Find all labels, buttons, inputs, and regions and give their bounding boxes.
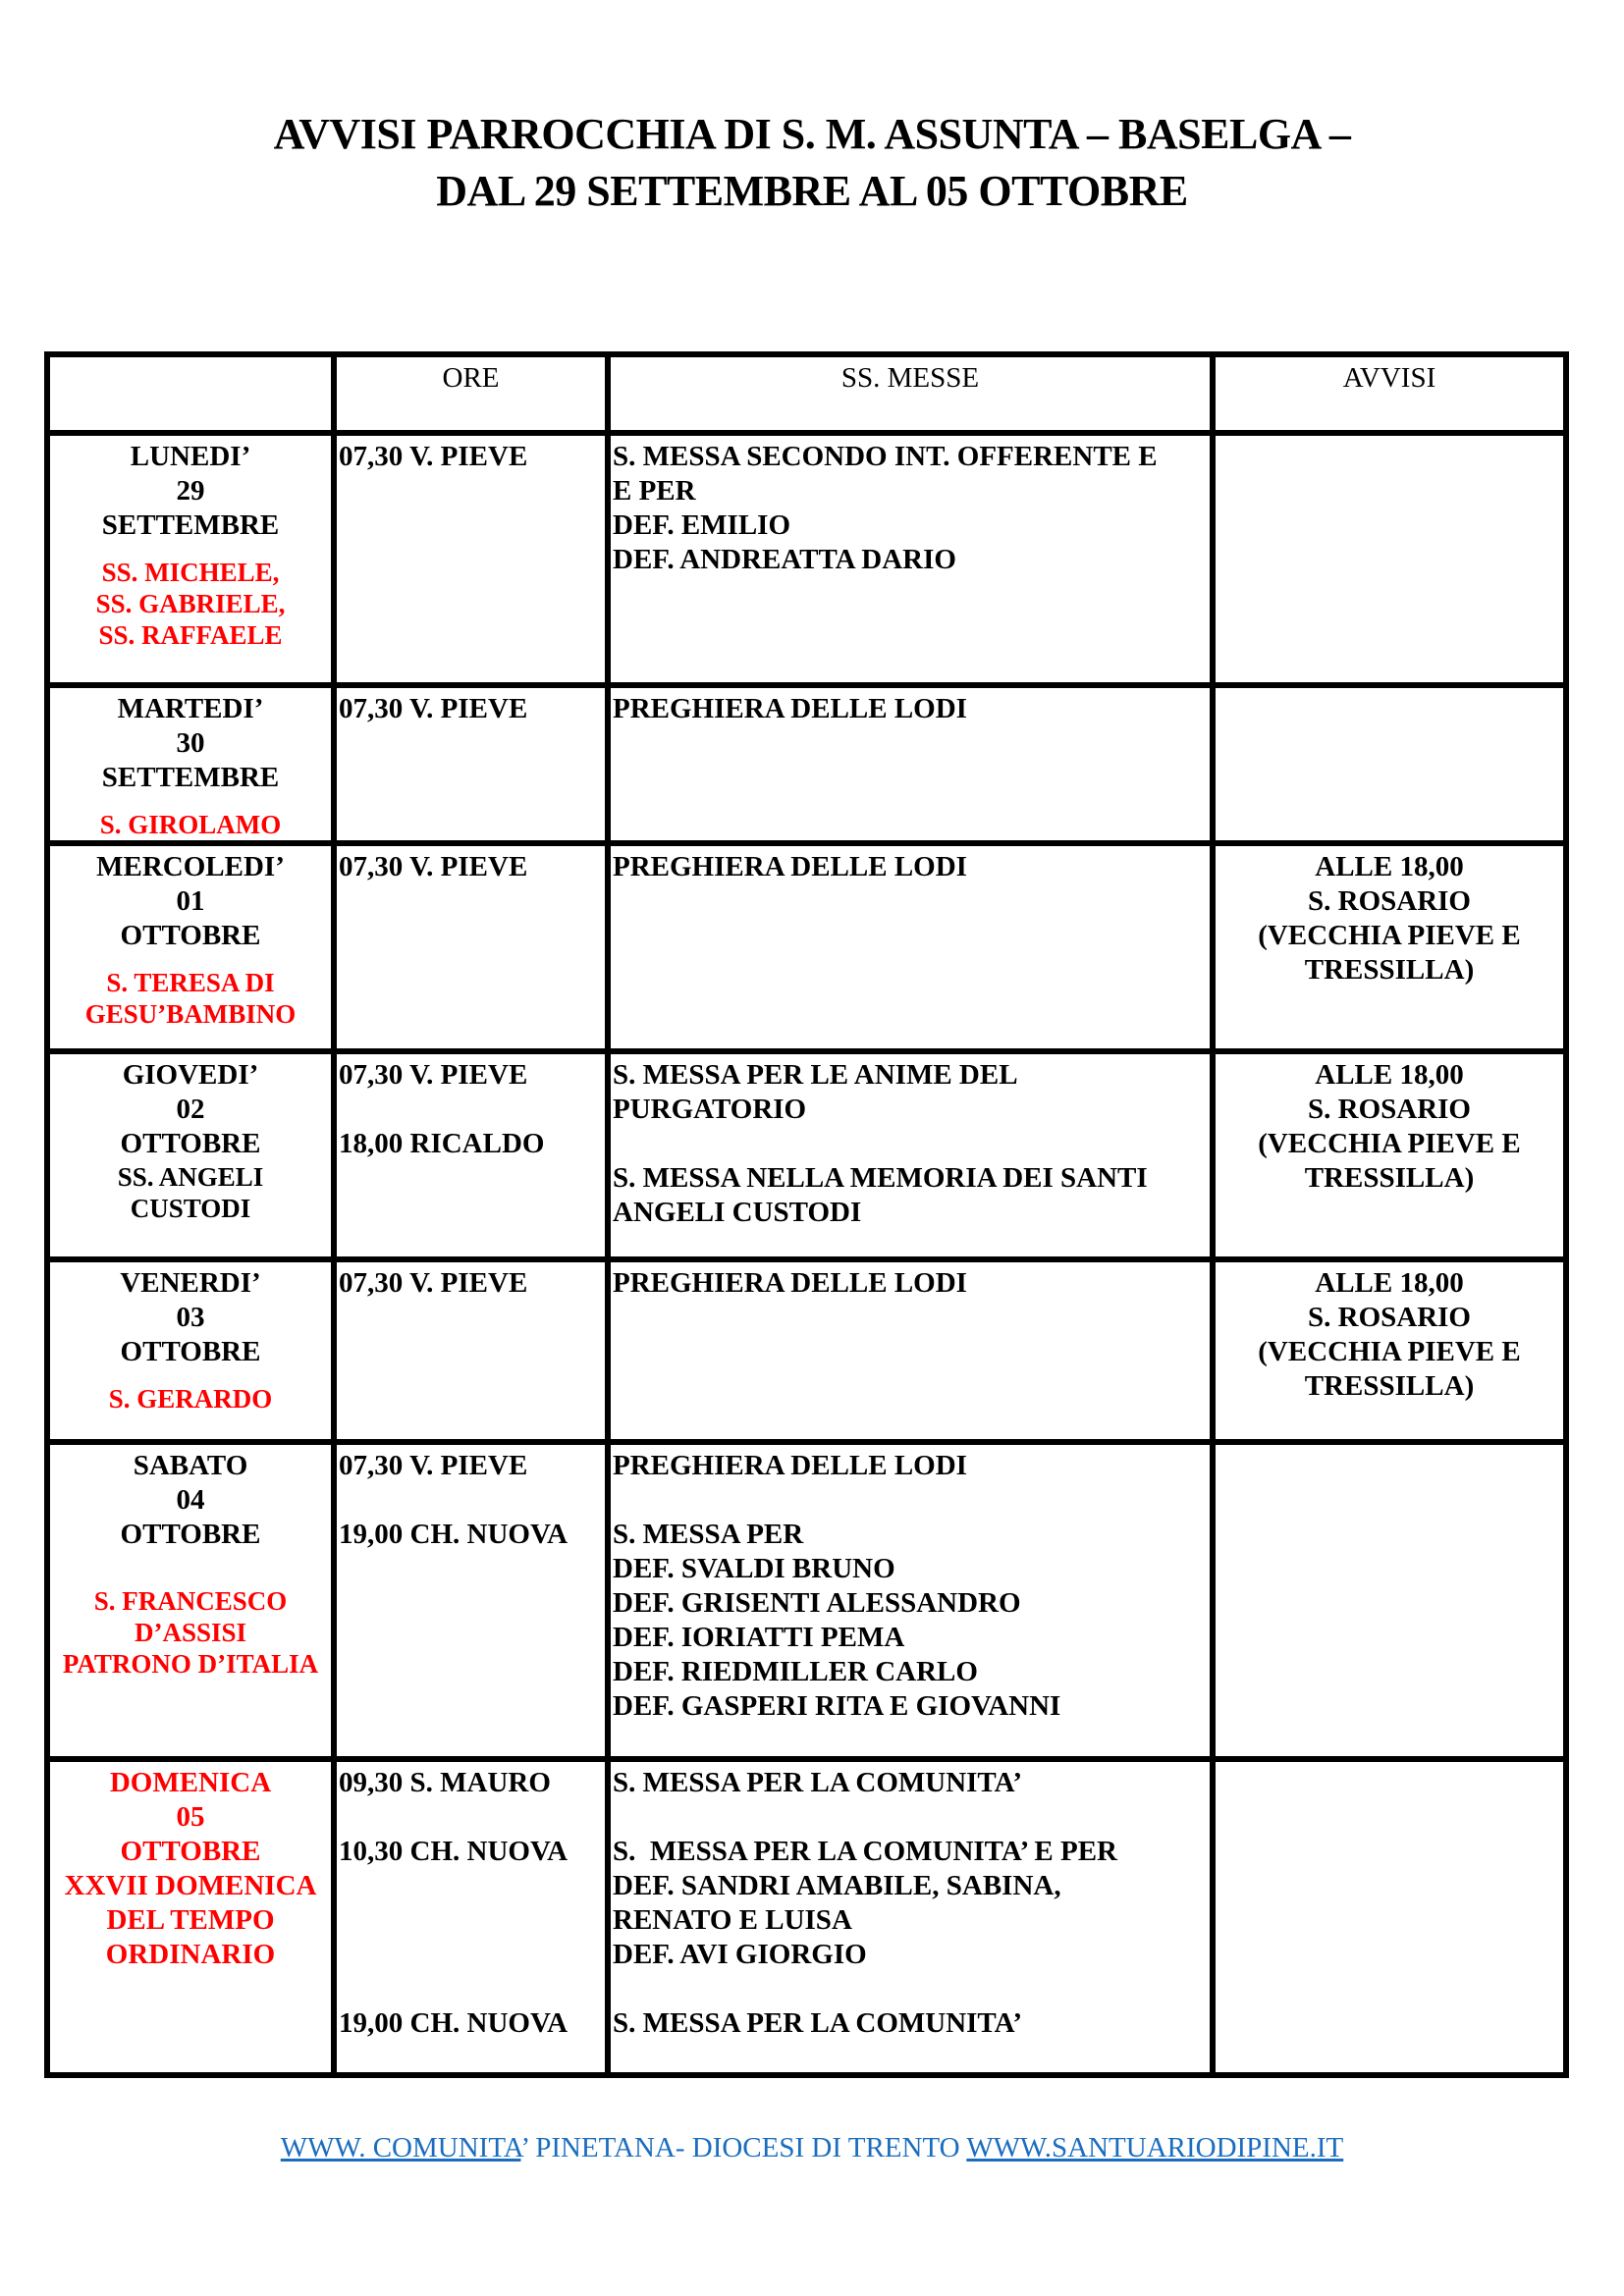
spacer — [50, 1566, 331, 1585]
spacer — [339, 1972, 605, 2006]
header-ore: ORE — [334, 354, 608, 433]
messe-cell — [608, 685, 1213, 843]
footer-text: ’ PINETANA- DIOCESI DI TRENTO — [520, 2132, 967, 2163]
table-row — [47, 843, 1566, 1051]
mass-time: 07,30 V. PIEVE — [339, 851, 528, 882]
spacer — [339, 1869, 605, 1903]
day-date: 05 — [176, 1801, 205, 1833]
ore-cell — [334, 685, 608, 843]
day-name: SABATO — [133, 1450, 248, 1481]
avvisi-cell — [1213, 685, 1566, 843]
day-date: 29 — [176, 475, 205, 507]
title-line-2: DAL 29 SETTEMBRE AL 05 OTTOBRE — [436, 167, 1188, 215]
avvisi-cell — [1213, 843, 1566, 1051]
messe-cell — [608, 1259, 1213, 1442]
mass-time: 07,30 V. PIEVE — [339, 1059, 528, 1091]
messe-cell — [608, 1442, 1213, 1759]
mass-intention: PREGHIERA DELLE LODI — [613, 693, 967, 724]
spacer — [339, 1903, 605, 1938]
avvisi-cell — [1213, 1442, 1566, 1759]
avvisi-cell — [1213, 433, 1566, 685]
spacer — [339, 1800, 605, 1835]
mass-intention: DEF. ANDREATTA DARIO — [613, 544, 956, 575]
spacer — [50, 953, 331, 967]
title-line-1: AVVISI PARROCCHIA DI S. M. ASSUNTA – BASELGA – — [273, 110, 1351, 158]
notice-line: S. ROSARIO — [1308, 885, 1471, 917]
table-header-row — [47, 354, 1566, 433]
mass-intention: DEF. AVI GIORGIO — [613, 1939, 867, 1970]
day-date: 02 — [176, 1094, 205, 1125]
mass-time: 19,00 CH. NUOVA — [339, 2007, 568, 2039]
notice-line: (VECCHIA PIEVE E — [1258, 1336, 1521, 1367]
day-month: SETTEMBRE — [101, 762, 280, 793]
mass-time: 09,30 S. MAURO — [339, 1767, 551, 1798]
ore-cell — [334, 433, 608, 685]
saint-of-day: S. TERESA DI — [106, 968, 275, 997]
day-date: 01 — [176, 885, 205, 917]
mass-intention: S. MESSA NELLA MEMORIA DEI SANTI — [613, 1162, 1148, 1194]
saint-of-day: SS. ANGELI — [117, 1162, 264, 1192]
saint-of-day: GESU’BAMBINO — [84, 999, 297, 1029]
messe-cell — [608, 1759, 1213, 2075]
day-month: SETTEMBRE — [101, 509, 280, 541]
day-cell — [47, 1051, 334, 1259]
saint-of-day: S. GIROLAMO — [99, 810, 282, 839]
notice-line: TRESSILLA) — [1304, 954, 1475, 986]
notice-line: (VECCHIA PIEVE E — [1258, 1128, 1521, 1159]
mass-intention: PREGHIERA DELLE LODI — [613, 1450, 967, 1481]
mass-time: 10,30 CH. NUOVA — [339, 1836, 568, 1867]
footer-link-comunita[interactable]: WWW. COMUNITA — [280, 2132, 521, 2163]
spacer — [613, 1800, 1210, 1835]
mass-intention: ANGELI CUSTODI — [613, 1197, 862, 1228]
spacer — [339, 1483, 605, 1518]
saint-of-day: SS. RAFFAELE — [98, 620, 283, 650]
mass-intention: S. MESSA PER LA COMUNITA’ E PER — [613, 1836, 1117, 1867]
table-row — [47, 1259, 1566, 1442]
header-ss-messe: SS. MESSE — [608, 354, 1213, 433]
saint-of-day: CUSTODI — [130, 1194, 251, 1223]
saint-of-day: S. FRANCESCO — [93, 1586, 288, 1616]
mass-intention: S. MESSA PER — [613, 1519, 804, 1550]
day-month: OTTOBRE — [120, 1836, 261, 1867]
notice-line: ALLE 18,00 — [1315, 851, 1464, 882]
messe-cell — [608, 1051, 1213, 1259]
ore-cell — [334, 1759, 608, 2075]
notice-line: TRESSILLA) — [1304, 1370, 1475, 1402]
avvisi-cell — [1213, 1259, 1566, 1442]
day-name: MARTEDI’ — [117, 693, 264, 724]
mass-time: 07,30 V. PIEVE — [339, 693, 528, 724]
day-cell — [47, 1259, 334, 1442]
mass-time: 18,00 RICALDO — [339, 1128, 545, 1159]
day-date: 04 — [176, 1484, 205, 1516]
notice-line: ALLE 18,00 — [1315, 1059, 1464, 1091]
ore-cell — [334, 843, 608, 1051]
mass-intention: E PER — [613, 475, 696, 507]
day-name: LUNEDI’ — [130, 441, 251, 472]
spacer — [50, 1369, 331, 1383]
mass-intention: DEF. IORIATTI PEMA — [613, 1622, 905, 1653]
saint-of-day: ORDINARIO — [105, 1939, 276, 1970]
day-name: GIOVEDI’ — [122, 1059, 259, 1091]
mass-time: 07,30 V. PIEVE — [339, 441, 528, 472]
mass-intention: PREGHIERA DELLE LODI — [613, 851, 967, 882]
notice-line: S. ROSARIO — [1308, 1302, 1471, 1333]
footer — [0, 2132, 1624, 2164]
day-cell — [47, 1759, 334, 2075]
mass-intention: S. MESSA PER LA COMUNITA’ — [613, 2007, 1023, 2039]
spacer — [50, 795, 331, 809]
notice-line: ALLE 18,00 — [1315, 1267, 1464, 1299]
mass-intention: DEF. GASPERI RITA E GIOVANNI — [613, 1690, 1061, 1722]
table-row — [47, 1759, 1566, 2075]
spacer — [613, 1972, 1210, 2006]
day-month: OTTOBRE — [120, 1336, 261, 1367]
messe-cell — [608, 843, 1213, 1051]
ore-cell — [334, 1051, 608, 1259]
day-date: 30 — [176, 727, 205, 759]
day-name: VENERDI’ — [120, 1267, 261, 1299]
day-cell — [47, 843, 334, 1051]
mass-time: 19,00 CH. NUOVA — [339, 1519, 568, 1550]
mass-time: 07,30 V. PIEVE — [339, 1267, 528, 1299]
saint-of-day: SS. GABRIELE, — [95, 589, 286, 618]
mass-intention: DEF. SVALDI BRUNO — [613, 1553, 895, 1584]
saint-of-day: S. GERARDO — [108, 1384, 273, 1414]
mass-intention: S. MESSA PER LE ANIME DEL — [613, 1059, 1018, 1091]
avvisi-cell — [1213, 1051, 1566, 1259]
header-avvisi: AVVISI — [1213, 354, 1566, 433]
day-name: MERCOLEDI’ — [96, 851, 285, 882]
saint-of-day: DEL TEMPO — [106, 1904, 275, 1936]
day-cell — [47, 1442, 334, 1759]
avvisi-cell — [1213, 1759, 1566, 2075]
table-row — [47, 685, 1566, 843]
notice-line: (VECCHIA PIEVE E — [1258, 920, 1521, 951]
day-month: OTTOBRE — [120, 1519, 261, 1550]
saint-of-day: D’ASSISI — [134, 1618, 247, 1647]
spacer — [613, 1127, 1210, 1161]
day-cell — [47, 433, 334, 685]
page-title — [0, 106, 1624, 220]
messe-cell — [608, 433, 1213, 685]
ore-cell — [334, 1259, 608, 1442]
ore-cell — [334, 1442, 608, 1759]
header-day — [47, 354, 334, 433]
mass-intention: RENATO E LUISA — [613, 1904, 852, 1936]
saint-of-day: SS. MICHELE, — [101, 558, 280, 587]
day-month: OTTOBRE — [120, 920, 261, 951]
schedule-table — [44, 351, 1569, 2078]
mass-intention: PURGATORIO — [613, 1094, 807, 1125]
mass-intention: DEF. EMILIO — [613, 509, 791, 541]
day-cell — [47, 685, 334, 843]
spacer — [339, 1938, 605, 1972]
notice-line: TRESSILLA) — [1304, 1162, 1475, 1194]
mass-intention: DEF. SANDRI AMABILE, SABINA, — [613, 1870, 1061, 1901]
mass-intention: S. MESSA PER LA COMUNITA’ — [613, 1767, 1023, 1798]
saint-of-day: XXVII DOMENICA — [64, 1870, 317, 1901]
day-month: OTTOBRE — [120, 1128, 261, 1159]
spacer — [50, 1552, 331, 1566]
spacer — [613, 1483, 1210, 1518]
mass-intention: DEF. GRISENTI ALESSANDRO — [613, 1587, 1021, 1619]
mass-intention: S. MESSA SECONDO INT. OFFERENTE E — [613, 441, 1158, 472]
footer-link-santuario[interactable]: WWW.SANTUARIODIPINE.IT — [966, 2132, 1344, 2163]
spacer — [50, 543, 331, 557]
mass-intention: PREGHIERA DELLE LODI — [613, 1267, 967, 1299]
table-row — [47, 1442, 1566, 1759]
table-row — [47, 433, 1566, 685]
spacer — [339, 1093, 605, 1127]
day-name: DOMENICA — [109, 1767, 272, 1798]
mass-intention: DEF. RIEDMILLER CARLO — [613, 1656, 978, 1687]
day-date: 03 — [176, 1302, 205, 1333]
table-row — [47, 1051, 1566, 1259]
saint-of-day: PATRONO D’ITALIA — [62, 1649, 319, 1679]
notice-line: S. ROSARIO — [1308, 1094, 1471, 1125]
mass-time: 07,30 V. PIEVE — [339, 1450, 528, 1481]
